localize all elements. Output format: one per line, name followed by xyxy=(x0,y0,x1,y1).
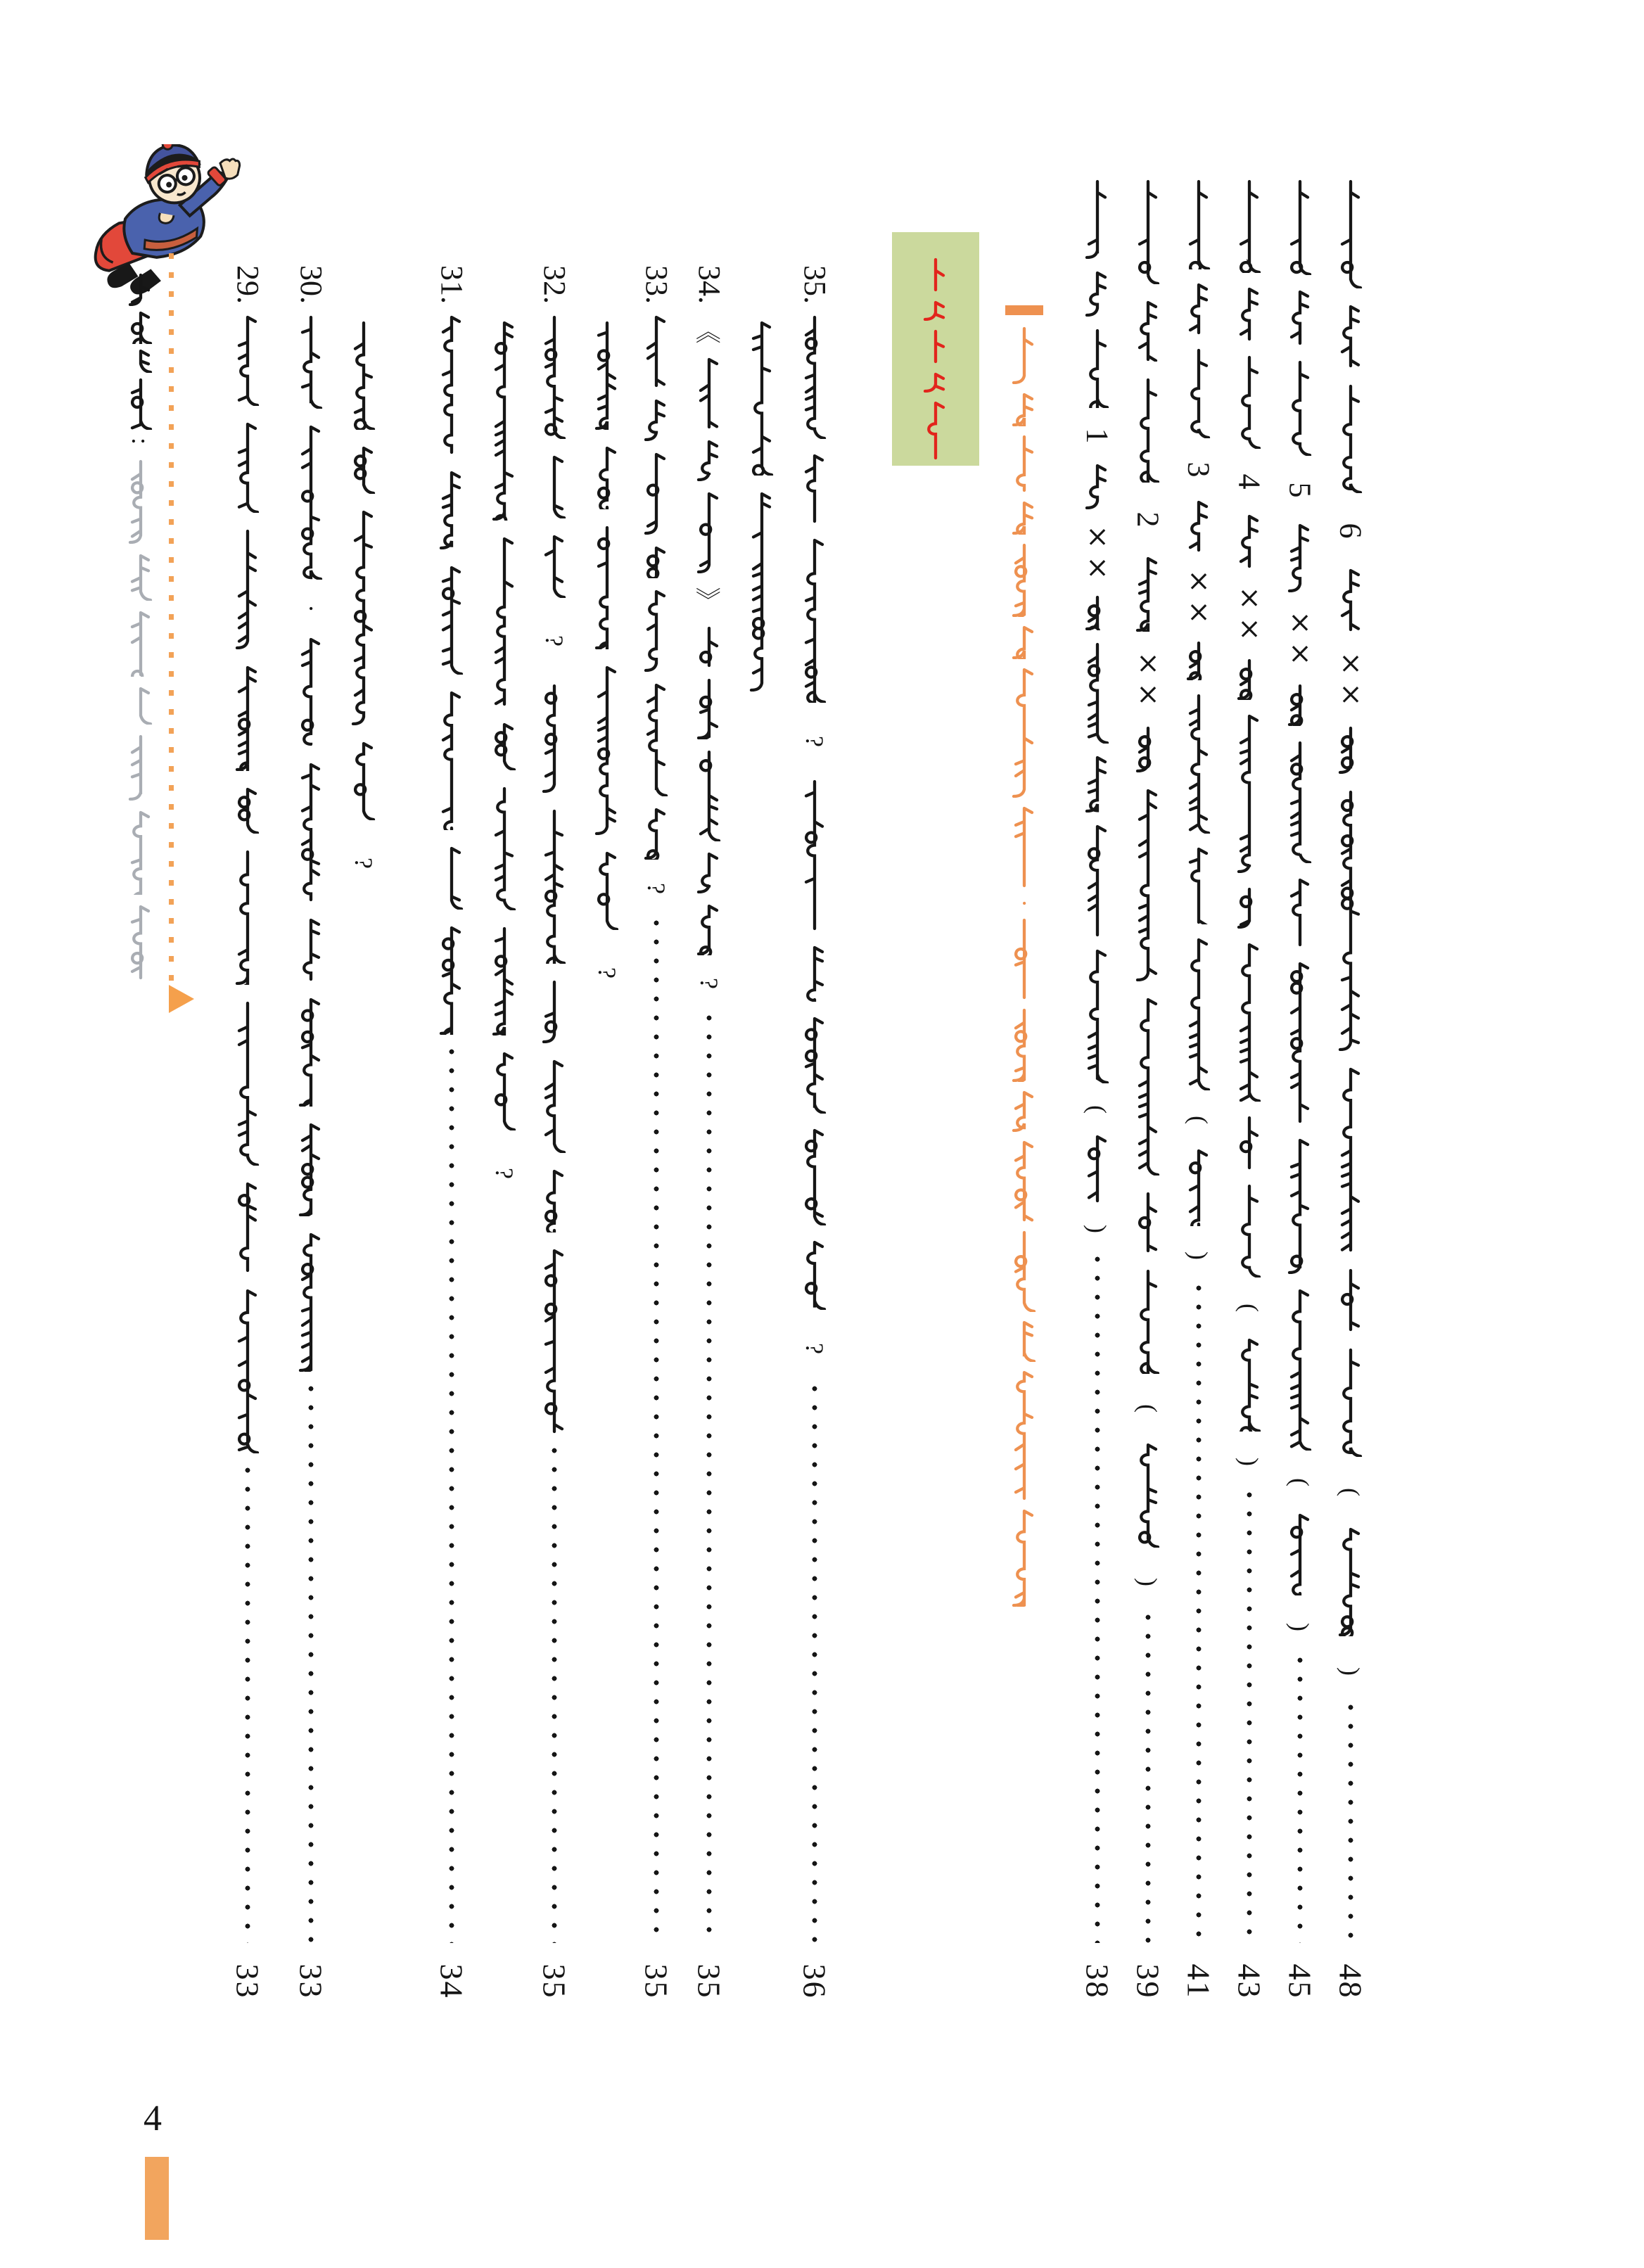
toc-entry-31-continuation xyxy=(485,321,524,1449)
mongolian-script-word xyxy=(436,566,467,675)
mongolian-script-word xyxy=(1285,179,1315,275)
mongolian-script-word xyxy=(799,945,830,1002)
toc-entry-33 xyxy=(637,257,676,2011)
mongolian-script-word xyxy=(1335,726,1366,774)
entry-number: 30. xyxy=(293,265,329,304)
toc-entry-32 xyxy=(535,257,574,2011)
entry-page-number: 34 xyxy=(433,1963,470,1999)
x-placeholder-mark: × × xyxy=(1339,647,1363,711)
mongolian-script-word xyxy=(295,425,326,580)
toc-entry-section-test-5 xyxy=(1280,179,1320,2011)
mongolian-script-word xyxy=(1335,384,1366,493)
mongolian-script-word xyxy=(1234,1184,1265,1278)
mongolian-script-word xyxy=(1285,1138,1315,1274)
mongolian-script-word xyxy=(1285,741,1315,863)
mongolian-script-word xyxy=(489,926,520,1036)
entry-number: 29. xyxy=(230,265,265,304)
mongolian-script-word xyxy=(539,684,570,793)
rotated-punctuation: ) xyxy=(1185,1251,1213,1260)
mongolian-script-word xyxy=(1183,348,1214,438)
mongolian-script-word xyxy=(295,998,326,1107)
mongolian-script-word xyxy=(1234,1338,1265,1432)
mongolian-script-word xyxy=(1133,1269,1164,1374)
rotated-punctuation: · xyxy=(1010,898,1038,907)
entry-title-script xyxy=(1183,179,1214,1271)
mongolian-script-word xyxy=(1285,684,1315,726)
mongolian-script-word xyxy=(232,315,263,406)
dot-leader xyxy=(1297,1656,1303,1943)
rotated-number: 2 xyxy=(1130,511,1166,528)
mongolian-script-word xyxy=(694,750,725,841)
entry-title-script xyxy=(1282,179,1318,1643)
dot-leader xyxy=(1247,1491,1252,1943)
mongolian-script-word xyxy=(539,1059,570,1153)
entry-page-number: 33 xyxy=(293,1963,329,1999)
dot-leader xyxy=(1145,1613,1151,1943)
mongolian-script-word xyxy=(436,926,467,1035)
mongolian-script-word xyxy=(489,1052,520,1130)
mongolian-script-word xyxy=(1234,1116,1265,1170)
entry-title-script xyxy=(1335,179,1366,1690)
mongolian-script-word xyxy=(295,1123,326,1216)
mongolian-script-word xyxy=(1133,726,1164,772)
mongolian-script-word xyxy=(694,626,725,668)
rotated-punctuation: ( xyxy=(1337,1488,1365,1496)
mongolian-script-word xyxy=(799,315,830,439)
mongolian-script-word xyxy=(1335,1067,1366,1252)
toc-entry-section-test-4 xyxy=(1230,179,1269,2011)
rotated-punctuation: ? xyxy=(490,1168,518,1179)
mongolian-script-word xyxy=(232,665,263,771)
mongolian-script-word xyxy=(539,315,570,439)
mongolian-script-word xyxy=(746,492,777,692)
entry-title-script xyxy=(799,315,830,1372)
mongolian-script-word xyxy=(592,321,623,430)
toc-entry-29 xyxy=(228,257,267,2011)
entry-title-script xyxy=(641,315,672,906)
mongolian-script-word xyxy=(799,1017,830,1114)
toc-entry-section-test-6 xyxy=(1331,179,1370,2011)
mongolian-script-word xyxy=(1082,464,1113,509)
entry-title-script xyxy=(436,315,467,1035)
mongolian-script-word xyxy=(1335,305,1366,368)
mongolian-script-word xyxy=(641,452,672,535)
toc-entry-section-test-3 xyxy=(1179,179,1218,2011)
mongolian-script-word xyxy=(348,741,379,820)
rotated-punctuation: ? xyxy=(800,735,829,747)
mongolian-script-word xyxy=(1133,378,1164,483)
mongolian-script-word xyxy=(1234,887,1265,929)
entry-number: 35. xyxy=(797,265,832,304)
mongolian-script-word xyxy=(694,440,725,481)
mongolian-script-word xyxy=(1335,1348,1366,1457)
x-placeholder-mark: × × xyxy=(1237,582,1261,645)
entry-title-script xyxy=(1082,179,1113,1242)
rotated-punctuation: ? xyxy=(349,858,378,869)
rotated-punctuation: 》 xyxy=(693,587,722,613)
mongolian-script-word xyxy=(1133,1192,1164,1253)
entry-page-number: 39 xyxy=(1130,1963,1166,1999)
mongolian-script-word xyxy=(641,590,672,672)
mongolian-script-word xyxy=(799,1128,830,1225)
entry-page-number: 36 xyxy=(796,1963,833,1999)
mongolian-script-word xyxy=(295,315,326,409)
folio-page-number: 4 xyxy=(144,2098,162,2139)
mongolian-script-word xyxy=(1234,514,1265,568)
x-placeholder-mark: × × xyxy=(1288,606,1312,670)
rotated-punctuation: ) xyxy=(1083,1224,1111,1233)
mongolian-script-word xyxy=(694,678,725,739)
dot-leader xyxy=(245,1466,250,1943)
mongolian-script-word xyxy=(1183,1149,1214,1226)
mongolian-script-word xyxy=(1285,1513,1315,1595)
mongolian-script-word xyxy=(641,315,672,388)
entry-title-script xyxy=(232,315,263,1453)
entry-number: 31. xyxy=(434,265,469,304)
toc-entry-31 xyxy=(432,257,471,2011)
entry-page-number: 48 xyxy=(1332,1963,1369,1999)
rotated-punctuation: ? xyxy=(642,883,670,894)
mongolian-script-word xyxy=(694,492,725,573)
mongolian-script-word xyxy=(1133,789,1164,981)
toc-entry-35 xyxy=(795,257,834,2011)
footer-orange-bar xyxy=(145,2157,169,2240)
rotated-punctuation: : xyxy=(126,437,155,445)
mongolian-script-word xyxy=(539,1249,570,1434)
x-placeholder-mark: × × xyxy=(1085,521,1109,584)
mongolian-script-word xyxy=(436,315,467,454)
mongolian-script-word xyxy=(1082,949,1113,1083)
mongolian-script-word xyxy=(1082,271,1113,317)
x-placeholder-mark: × × xyxy=(1187,565,1211,628)
rotated-punctuation: ) xyxy=(1235,1458,1263,1466)
mongolian-script-word xyxy=(1082,329,1113,408)
dot-leader xyxy=(812,1384,817,1943)
mongolian-script-word xyxy=(1234,355,1265,449)
entry-title-script xyxy=(1234,179,1265,1478)
rotated-punctuation: ( xyxy=(1083,1104,1111,1114)
mongolian-script-word xyxy=(1082,824,1113,937)
mongolian-script-word xyxy=(489,321,520,521)
toc-entry-section-test-2 xyxy=(1128,179,1168,2011)
mongolian-script-word xyxy=(489,722,520,770)
mongolian-script-word xyxy=(641,808,672,860)
entry-page-number: 35 xyxy=(536,1963,573,1999)
entry-title-script xyxy=(295,315,326,1372)
mongolian-script-word xyxy=(348,446,379,494)
mongolian-script-word xyxy=(1285,290,1315,345)
mongolian-script-word xyxy=(436,846,467,910)
x-placeholder-mark: × × xyxy=(1136,647,1160,711)
mongolian-script-word xyxy=(799,779,830,931)
mongolian-script-word xyxy=(232,850,263,985)
rotated-punctuation: 《 xyxy=(693,318,722,344)
dot-leader xyxy=(1095,1255,1100,1943)
mongolian-script-word xyxy=(232,787,263,834)
mongolian-script-word xyxy=(1082,1135,1113,1203)
mongolian-script-word xyxy=(539,535,570,598)
mongolian-script-word xyxy=(1335,179,1366,288)
mongolian-script-word xyxy=(232,529,263,649)
rotated-punctuation: ) xyxy=(1337,1667,1365,1676)
rotated-number: 1 xyxy=(1080,428,1115,444)
mongolian-script-word xyxy=(1234,658,1265,700)
entry-page-number: 33 xyxy=(229,1963,266,1999)
mongolian-script-word xyxy=(348,510,379,725)
entry-page-number: 35 xyxy=(638,1963,675,1999)
entry-title-script xyxy=(694,315,725,1001)
dot-leader xyxy=(706,1014,712,1943)
mongolian-script-word xyxy=(1335,790,1366,1051)
mongolian-script-word xyxy=(694,357,725,429)
mongolian-script-word xyxy=(1285,962,1315,1123)
rotated-punctuation: ( xyxy=(1235,1304,1263,1312)
mongolian-script-word xyxy=(539,1169,570,1232)
entry-number: 34. xyxy=(692,265,727,304)
mongolian-script-word xyxy=(295,763,326,902)
rotated-punctuation: ) xyxy=(1286,1622,1314,1631)
mongolian-script-word xyxy=(1133,998,1164,1176)
mongolian-script-word xyxy=(694,904,725,955)
entry-number: 33. xyxy=(639,265,674,304)
dot-leader xyxy=(1348,1703,1353,1943)
mongolian-script-word xyxy=(592,851,623,930)
mongolian-script-word xyxy=(1082,179,1113,259)
mongolian-script-word xyxy=(295,918,326,981)
mongolian-script-word xyxy=(539,980,570,1043)
mongolian-script-word xyxy=(641,546,672,578)
mongolian-script-word xyxy=(489,537,520,706)
rotated-punctuation: ( xyxy=(1185,1115,1213,1124)
dot-leader xyxy=(449,1047,454,1943)
mongolian-script-word xyxy=(1234,714,1265,873)
rotated-punctuation: ( xyxy=(1134,1404,1162,1413)
mongolian-script-word xyxy=(436,471,467,549)
mongolian-script-word xyxy=(592,446,623,509)
mongolian-script-word xyxy=(1133,1443,1164,1548)
mongolian-script-word xyxy=(1183,179,1214,269)
rotated-punctuation: ? xyxy=(800,1342,829,1354)
rotated-number: 6 xyxy=(1333,523,1368,539)
mongolian-script-word xyxy=(295,1232,326,1372)
mongolian-script-word xyxy=(1335,1527,1366,1636)
entry-page-number: 45 xyxy=(1282,1963,1318,1999)
mongolian-script-word xyxy=(295,637,326,746)
rotated-number: 5 xyxy=(1282,482,1318,497)
mongolian-script-word xyxy=(489,786,520,910)
mongolian-script-word xyxy=(348,321,379,430)
mongolian-script-word xyxy=(232,1001,263,1166)
mongolian-script-word xyxy=(1133,556,1164,632)
mongolian-script-word xyxy=(641,399,672,441)
toc-entry-section-test-1 xyxy=(1078,179,1117,2011)
mongolian-script-word xyxy=(799,1240,830,1310)
toc-entry-30-continuation xyxy=(344,321,383,1055)
mongolian-script-word xyxy=(1183,694,1214,834)
mongolian-script-word xyxy=(592,525,623,649)
mongolian-script-word xyxy=(232,422,263,513)
mongolian-script-word xyxy=(746,321,777,476)
rotated-punctuation: ( xyxy=(1286,1477,1314,1486)
dot-leader xyxy=(552,1446,557,1943)
mongolian-script-word xyxy=(1234,943,1265,1102)
mongolian-script-word xyxy=(1183,641,1214,680)
dot-leader xyxy=(308,1384,314,1943)
mongolian-script-word xyxy=(539,809,570,964)
rotated-punctuation: ? xyxy=(694,978,723,989)
mongolian-script-word xyxy=(694,852,725,893)
entry-page-number: 41 xyxy=(1180,1963,1217,1999)
mongolian-script-word xyxy=(799,538,830,703)
mongolian-script-word xyxy=(1183,847,1214,924)
toc-entry-30 xyxy=(291,257,331,2011)
mongolian-script-word xyxy=(232,1182,263,1273)
entry-number: 32. xyxy=(537,265,572,304)
entry-title-script xyxy=(1130,179,1166,1600)
mongolian-script-word xyxy=(1133,179,1164,284)
rotated-number: 3 xyxy=(1181,461,1216,477)
mongolian-script-word xyxy=(1082,756,1113,813)
mongolian-script-word xyxy=(1285,360,1315,456)
mongolian-script-word xyxy=(799,454,830,523)
toc-entry-32-continuation xyxy=(587,321,627,1337)
mongolian-script-word xyxy=(1234,287,1265,341)
mongolian-script-word xyxy=(1183,938,1214,1090)
toc-entry-34 xyxy=(689,257,729,2011)
mongolian-script-word xyxy=(1082,595,1113,630)
mongolian-script-word xyxy=(1133,300,1164,362)
entry-page-number: 43 xyxy=(1231,1963,1268,1999)
mongolian-script-word xyxy=(539,455,570,518)
mongolian-script-word xyxy=(1285,523,1315,592)
mongolian-script-word xyxy=(1183,283,1214,335)
entry-page-number: 35 xyxy=(691,1963,727,1999)
dot-leader xyxy=(654,919,659,1943)
mongolian-script-word xyxy=(1082,642,1113,744)
mongolian-script-word xyxy=(1285,878,1315,947)
rotated-punctuation: ) xyxy=(1134,1578,1162,1586)
rotated-punctuation: ? xyxy=(540,635,568,646)
rotated-number: 4 xyxy=(1232,473,1267,490)
mongolian-script-word xyxy=(592,665,623,835)
mongolian-script-word xyxy=(1183,500,1214,552)
entry-page-number: 38 xyxy=(1079,1963,1116,1999)
mongolian-script-word xyxy=(436,691,467,830)
mongolian-script-word xyxy=(232,1289,263,1453)
mongolian-script-word xyxy=(1335,568,1366,632)
mongolian-script-word xyxy=(1335,1268,1366,1332)
toc-entry-34-continuation xyxy=(742,321,782,995)
rotated-punctuation: · xyxy=(297,604,325,613)
dot-leader xyxy=(1196,1284,1202,1943)
mongolian-script-word xyxy=(641,683,672,796)
entry-title-script xyxy=(539,315,570,1434)
mongolian-script-word xyxy=(1234,179,1265,273)
rotated-punctuation: ? xyxy=(592,967,621,979)
mongolian-script-word xyxy=(1285,1289,1315,1451)
